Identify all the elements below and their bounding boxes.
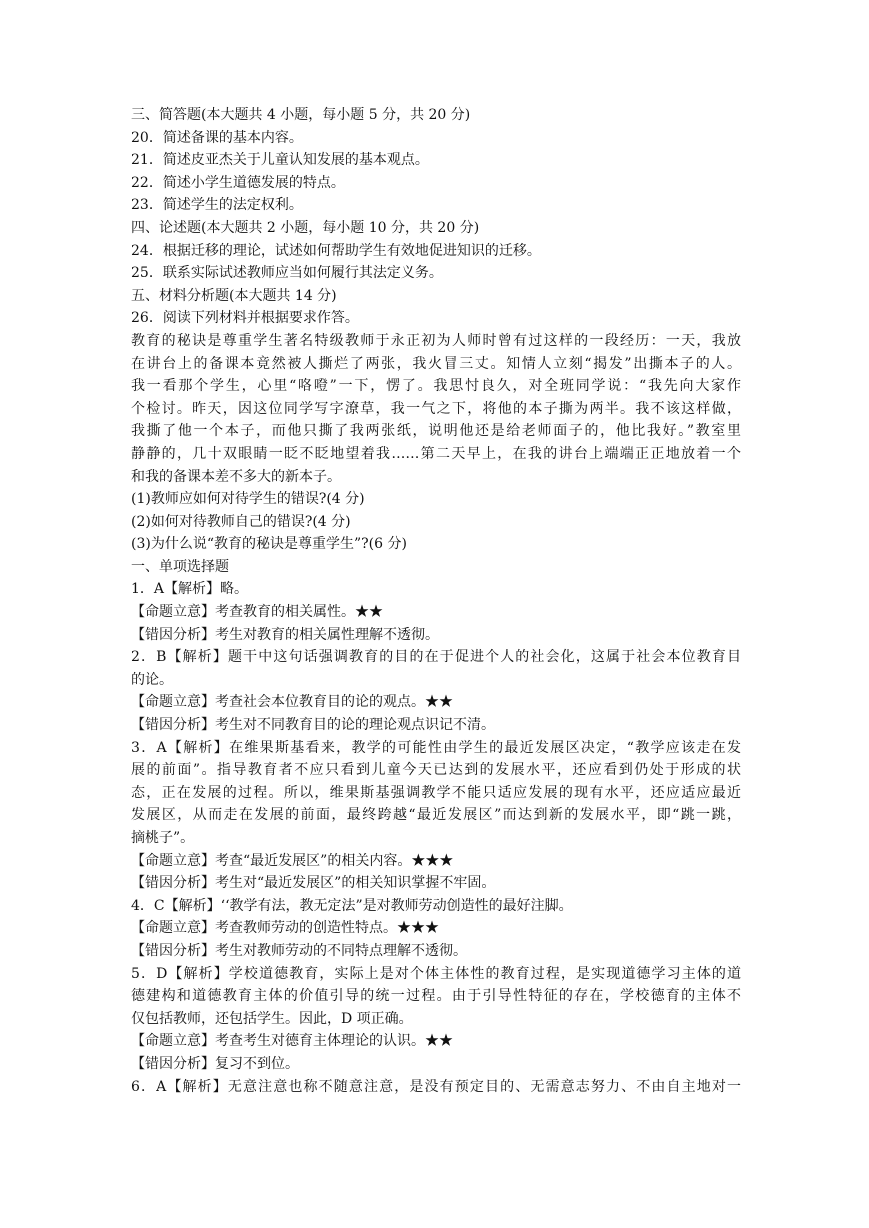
question-24: 24．根据迁移的理论，试述如何帮助学生有效地促进知识的迁移。	[131, 242, 541, 259]
answer-1-intent: 【命题立意】考查教育的相关属性。★★	[131, 604, 383, 621]
answer-4-error-analysis: 【错因分析】考生对教师劳动的不同特点理解不透彻。	[131, 942, 467, 959]
material-paragraph-line: 我撕了他一个本子，而他只撕了我两张纸，说明他还是给老师面子的，他比我好。”教室里	[131, 423, 741, 440]
answer-5-analysis-cont: 仅包括教师，还包括学生。因此，D 项正确。	[131, 1010, 413, 1027]
section-heading-short-answer: 三、简答题(本大题共 4 小题，每小题 5 分，共 20 分)	[131, 107, 471, 123]
material-paragraph-line: 静静的，几十双眼睛一眨不眨地望着我……第二天早上，在我的讲台上端端正正地放着一个	[131, 445, 741, 462]
answer-3-analysis-cont: 摘桃子”。	[131, 830, 195, 846]
material-paragraph-line: 和我的备课本差不多大的新本子。	[131, 468, 341, 485]
sub-question-3: (3)为什么说“教育的秘诀是尊重学生”?(6 分)	[131, 536, 407, 553]
material-paragraph-line: 我一看那个学生，心里“咯噔”一下，愣了。我思忖良久，对全班同学说：“我先向大家作	[131, 378, 741, 395]
answer-5-error-analysis: 【错因分析】复习不到位。	[131, 1055, 299, 1072]
answer-1-error-analysis: 【错因分析】考生对教育的相关属性理解不透彻。	[131, 626, 439, 643]
question-20: 20．简述备课的基本内容。	[131, 129, 303, 146]
answer-4-intent: 【命题立意】考查教师劳动的创造性特点。★★★	[131, 920, 439, 937]
question-25: 25．联系实际试述教师应当如何履行其法定义务。	[131, 265, 443, 282]
question-23: 23．简述学生的法定权利。	[131, 197, 303, 214]
answer-5-analysis: 5．D【解析】学校道德教育，实际上是对个体主体性的教育过程，是实现道德学习主体的道	[131, 965, 741, 982]
answer-2-intent: 【命题立意】考查社会本位教育目的论的观点。★★	[131, 694, 453, 711]
material-paragraph-line: 教育的秘诀是尊重学生著名特级教师于永正初为人师时曾有过这样的一段经历：一天，我放	[131, 332, 741, 349]
sub-question-1: (1)教师应如何对待学生的错误?(4 分)	[131, 491, 365, 508]
answer-1-analysis: 1．A【解析】略。	[131, 581, 249, 598]
section-heading-material-analysis: 五、材料分析题(本大题共 14 分)	[131, 287, 337, 304]
answer-3-intent: 【命题立意】考查“最近发展区”的相关内容。★★★	[131, 852, 454, 869]
answer-section-heading: 一、单项选择题	[131, 558, 229, 575]
answer-2-error-analysis: 【错因分析】考生对不同教育目的论的理论观点识记不清。	[131, 717, 495, 734]
answer-2-analysis-cont: 的论。	[131, 671, 173, 688]
answer-4-analysis: 4．C【解析】‘‘教学有法，教无定法”是对教师劳动创造性的最好注脚。	[131, 897, 573, 914]
question-21: 21．简述皮亚杰关于儿童认知发展的基本观点。	[131, 152, 429, 169]
question-26: 26．阅读下列材料并根据要求作答。	[131, 310, 359, 327]
answer-3-analysis: 3．A【解析】在维果斯基看来，教学的可能性由学生的最近发展区决定，“教学应该走在发	[131, 739, 741, 756]
material-paragraph-line: 个检讨。昨天，因这位同学写字潦草，我一气之下，将他的本子撕为两半。我不该这样做，	[131, 400, 741, 417]
section-heading-essay: 四、论述题(本大题共 2 小题，每小题 10 分，共 20 分)	[131, 219, 480, 236]
answer-2-analysis: 2．B【解析】题干中这句话强调教育的目的在于促进个人的社会化，这属于社会本位教育目	[131, 649, 741, 666]
answer-5-intent: 【命题立意】考查考生对德育主体理论的认识。★★	[131, 1033, 453, 1050]
answer-6-analysis: 6．A【解析】无意注意也称不随意注意，是没有预定目的、无需意志努力、不由自主地对一	[131, 1078, 741, 1095]
material-paragraph-line: 在讲台上的备课本竟然被人撕烂了两张，我火冒三丈。知情人立刻“揭发”出撕本子的人。	[131, 355, 741, 372]
answer-5-analysis-cont: 德建构和道德教育主体的价值引导的统一过程。由于引导性特征的存在，学校德育的主体不	[131, 988, 741, 1005]
sub-question-2: (2)如何对待教师自己的错误?(4 分)	[131, 513, 351, 530]
answer-3-analysis-cont: 发展区，从而走在发展的前面，最终跨越“最近发展区”而达到新的发展水平，即“跳一跳，	[131, 807, 741, 824]
document-page	[131, 104, 741, 1098]
answer-3-analysis-cont: 态，正在发展的过程。所以，维果斯基强调教学不能只适应发展的现有水平，还应适应最近	[131, 784, 741, 801]
answer-3-analysis-cont: 展的前面”。指导教育者不应只看到儿童今天已达到的发展水平，还应看到仍处于形成的状	[131, 762, 741, 779]
question-22: 22．简述小学生道德发展的特点。	[131, 174, 345, 191]
answer-3-error-analysis: 【错因分析】考生对“最近发展区”的相关知识掌握不牢固。	[131, 875, 496, 892]
